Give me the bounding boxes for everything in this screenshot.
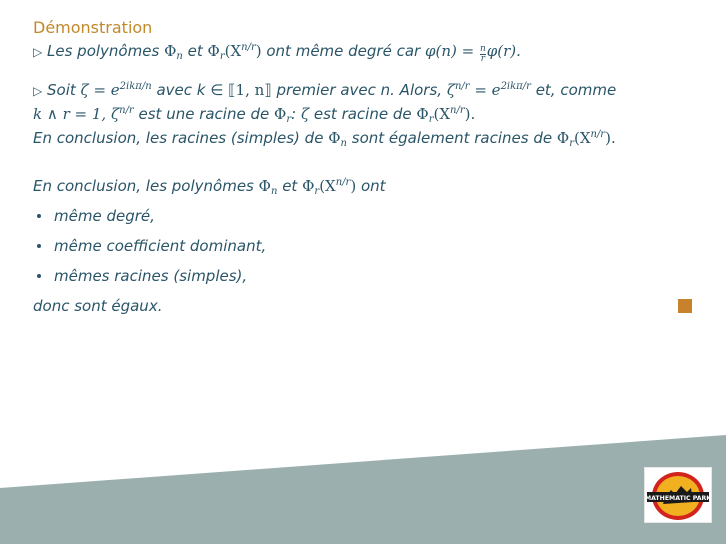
list-item: même degré,: [37, 207, 155, 225]
park-logo-icon: [645, 468, 711, 522]
triangle-marker: ▷: [33, 45, 43, 59]
conclusion-intro: En conclusion, les polynômes $\Phi_n$ et $\Phi_r(X^{n/r})$ ont: [33, 177, 386, 197]
list-item: mêmes racines (simples),: [37, 267, 247, 285]
paragraph-root-line-2: k ∧ r = 1, $\zeta^{n/r}$ est une racine de $\Phi_r$: ζ est racine de $\Phi_r(X^{n/r})$.: [33, 105, 476, 125]
paragraph-root-line-1: ▷ Soit $\zeta = e^{2ik\pi/n}$ avec k ∈ ⟦1, n⟧ premier avec n. Alors, $\zeta^{n/r} = e^{2ik\pi/r}$ et, comme: [33, 81, 617, 99]
paragraph-root-line-3: En conclusion, les racines (simples) de $\Phi_n$ sont également racines de $\Phi_r(X^{n/r})$.: [33, 129, 616, 149]
mathematic-park-logo: [644, 467, 712, 523]
logo-text: MATHEMATIC PARK: [645, 495, 711, 502]
triangle-marker: ▷: [33, 84, 43, 98]
paragraph-degree: ▷ Les polynômes $\Phi_n$ et $\Phi_r(X^{n/r})$ ont même degré car φ(n) = $\frac{n}{r}$ φ(r).: [33, 42, 521, 64]
list-item: même coefficient dominant,: [37, 237, 266, 255]
slide-heading: Démonstration: [33, 18, 153, 37]
conclusion-final: donc sont égaux.: [33, 297, 163, 315]
fraction-n-over-r: $\frac{n}{r}$: [479, 44, 486, 64]
